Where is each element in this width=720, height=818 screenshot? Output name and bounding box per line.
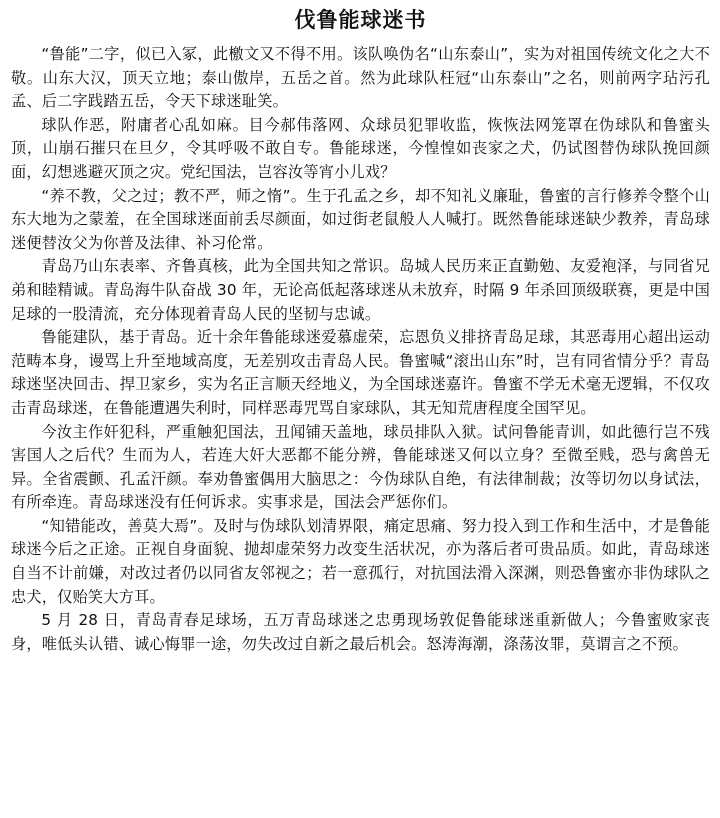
document-body [11,43,710,656]
paragraph: 球队作恶，附庸者心乱如麻。目今郝伟落网、众球员犯罪收监，恢恢法网笼罩在伪球队和鲁蜜头顶，山崩石摧只在旦夕，令其呼吸不敢自专。鲁能球迷，今惶惶如丧家之犬，仍试图替伪球队挽回颜面，幻想逃避灭顶之灾。党纪国法，岂容汝等宵小儿戏？ [11,115,710,181]
paragraph: 5 月 28 日，青岛青春足球场，五万青岛球迷之忠勇现场敦促鲁能球迷重新做人；今鲁蜜败家丧身，唯低头认错、诚心悔罪一途，勿失改过自新之最后机会。怒涛海潮，涤荡汝罪，莫谓言之不预。 [11,611,710,653]
document-title: 伐鲁能球迷书 [294,8,427,32]
paragraph: “养不教，父之过；教不严，师之惰”。生于孔孟之乡，却不知礼义廉耻，鲁蜜的言行修养令整个山东大地为之蒙羞，在全国球迷面前丢尽颜面，如过街老鼠般人人喊打。既然鲁能球迷缺少教养，青岛球迷便替汝父为你普及法律、补习伦常。 [11,186,710,252]
paragraph: “知错能改，善莫大焉”。及时与伪球队划清界限，痛定思痛、努力投入到工作和生活中，才是鲁能球迷今后之正途。正视自身面貌、抛却虚荣努力改变生活状况，亦为落后者可贵品质。如此，青岛球迷自当不计前嫌，对改过者仍以同省友邻视之；若一意孤行，对抗国法滑入深渊，则恐鲁蜜亦非伪球队之忠犬，仅贻笑大方耳。 [11,516,710,606]
paragraph: 今汝主作奸犯科，严重触犯国法，丑闻铺天盖地，球员排队入狱。试问鲁能青训，如此德行岂不残害国人之后代？生而为人，若连大奸大恶都不能分辨，鲁能球迷又何以立身？至微至贱，恐与禽兽无异。全省震颤、孔孟汗颜。奉劝鲁蜜偶用大脑思之：今伪球队自绝，有法律制裁；汝等切勿以身试法，有所牵连。青岛球迷没有任何诉求。实事求是，国法会严惩你们。 [11,422,710,512]
paragraph: 鲁能建队，基于青岛。近十余年鲁能球迷爱慕虚荣，忘恩负义排挤青岛足球，其恶毒用心超出运动范畴本身，谩骂上升至地域高度，无差别攻击青岛人民。鲁蜜喊“滚出山东”时，岂有同省情分乎？青岛球迷坚决回击、捍卫家乡，实为名正言顺天经地义，为全国球迷嘉许。鲁蜜不学无术毫无逻辑，不仅攻击青岛球迷，在鲁能遭遇失利时，同样恶毒咒骂自家球队，其无知荒唐程度全国罕见。 [11,328,710,417]
paragraph: “鲁能”二字，似已入冢，此檄文又不得不用。该队唤伪名“山东泰山”，实为对祖国传统文化之大不敬。山东大汉，顶天立地；泰山傲岸，五岳之首。然为此球队枉冠“山东泰山”之名，则前两字玷污孔孟、后二字践踏五岳，令天下球迷耻笑。 [11,45,710,111]
paragraph: 青岛乃山东表率、齐鲁真核，此为全国共知之常识。岛城人民历来正直勤勉、友爱袍泽，与同省兄弟和睦精诚。青岛海牛队奋战 30 年，无论高低起落球迷从未放弃，时隔 9 年杀回顶级联赛，更是中国足球的一股清流，充分体现着青岛人民的坚韧与忠诚。 [11,257,710,323]
